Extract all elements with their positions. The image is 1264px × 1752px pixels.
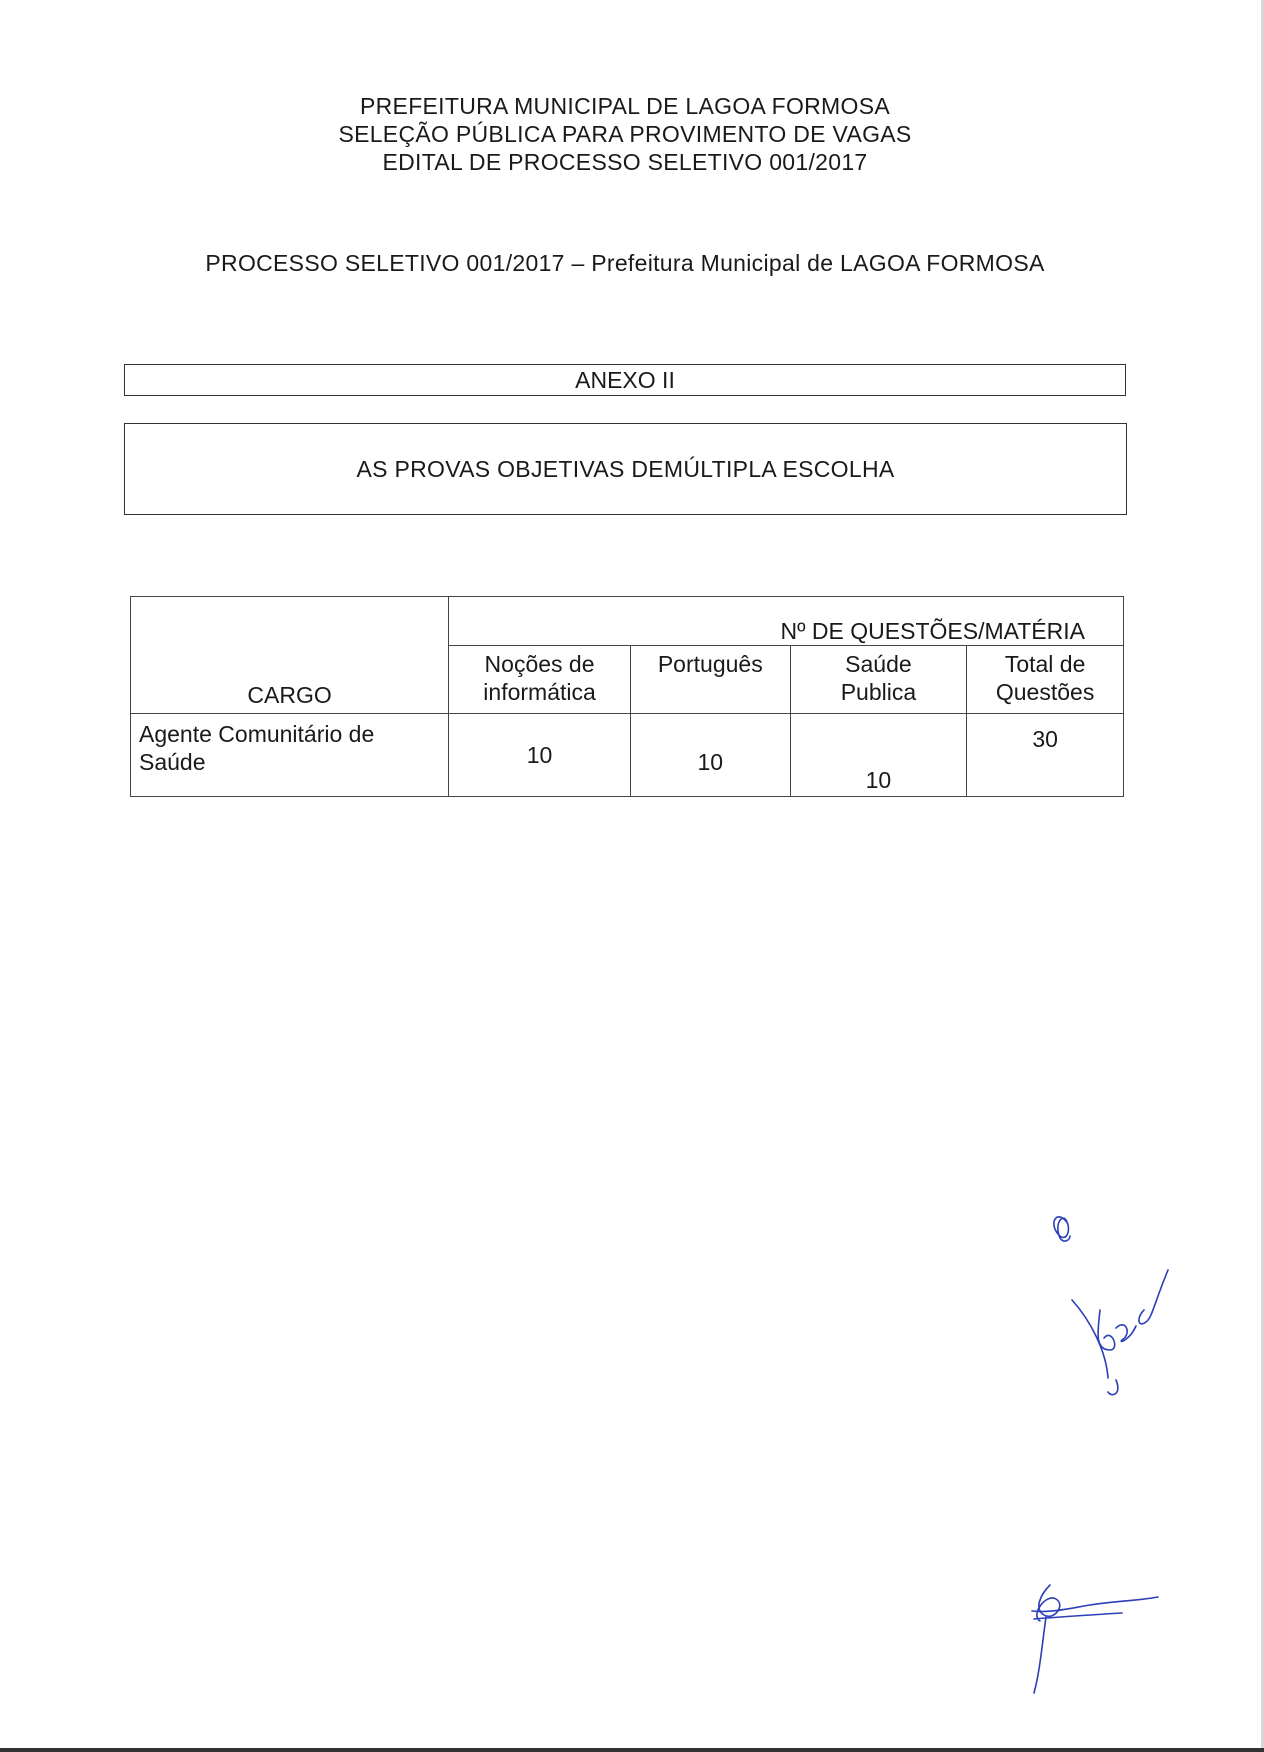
signature-loop <box>1054 1217 1070 1241</box>
page-bottom-edge <box>0 1748 1264 1752</box>
column-header-line: Questões <box>995 679 1095 706</box>
column-header-line: Total de <box>1004 651 1086 678</box>
column-header-line: Saúde <box>845 651 912 678</box>
cargo-name <box>131 714 449 797</box>
rubric-stroke <box>1034 1617 1046 1693</box>
column-header-portugues <box>630 646 790 714</box>
signature-stroke <box>1116 1325 1136 1342</box>
header-line-2: SELEÇÃO PÚBLICA PARA PROVIMENTO DE VAGAS <box>338 121 912 147</box>
column-header-saude-publica <box>790 646 967 714</box>
signature-stroke <box>1098 1310 1115 1350</box>
header-line-3: EDITAL DE PROCESSO SELETIVO 001/2017 <box>382 149 868 175</box>
value-portugues: 10 <box>630 714 790 797</box>
value-informatica: 10 <box>449 714 631 797</box>
annex-subtitle: AS PROVAS OBJETIVAS DEMÚLTIPLA ESCOLHA <box>124 423 1127 515</box>
annex-title: ANEXO II <box>124 364 1126 396</box>
column-header-line: informática <box>483 679 596 706</box>
signature-strokes <box>1054 1217 1168 1395</box>
column-header-line: Noções de <box>484 651 595 678</box>
header-line-1: PREFEITURA MUNICIPAL DE LAGOA FORMOSA <box>360 93 890 119</box>
rubric-strokes <box>1032 1585 1158 1693</box>
value-total: 30 <box>967 714 1124 797</box>
signature-stroke <box>1072 1300 1108 1378</box>
initials-signature <box>1040 1200 1180 1400</box>
column-header-total <box>967 646 1124 714</box>
questions-group-header: Nº DE QUESTÕES/MATÉRIA <box>449 597 1124 646</box>
cargo-header: CARGO <box>131 597 449 714</box>
table-row <box>131 714 1124 797</box>
column-header-informatica <box>449 646 631 714</box>
rubric-stroke <box>1037 1585 1060 1621</box>
process-title: PROCESSO SELETIVO 001/2017 – Prefeitura Municipal de LAGOA FORMOSA <box>205 250 1045 276</box>
rubric-signature <box>1010 1575 1170 1705</box>
column-header-line: Publica <box>840 679 917 706</box>
signature-stroke <box>1108 1380 1118 1395</box>
signature-stroke <box>1139 1270 1168 1324</box>
rubric-stroke <box>1032 1597 1158 1612</box>
document-header <box>0 92 1250 176</box>
table-header-row <box>131 597 1124 646</box>
rubric-stroke <box>1034 1613 1122 1619</box>
value-saude-publica: 10 <box>790 714 967 797</box>
column-header-line: Português <box>657 651 763 678</box>
questions-table <box>130 596 1124 797</box>
cargo-name-line: Agente Comunitário de <box>139 721 375 747</box>
cargo-name-line: Saúde <box>139 749 206 775</box>
